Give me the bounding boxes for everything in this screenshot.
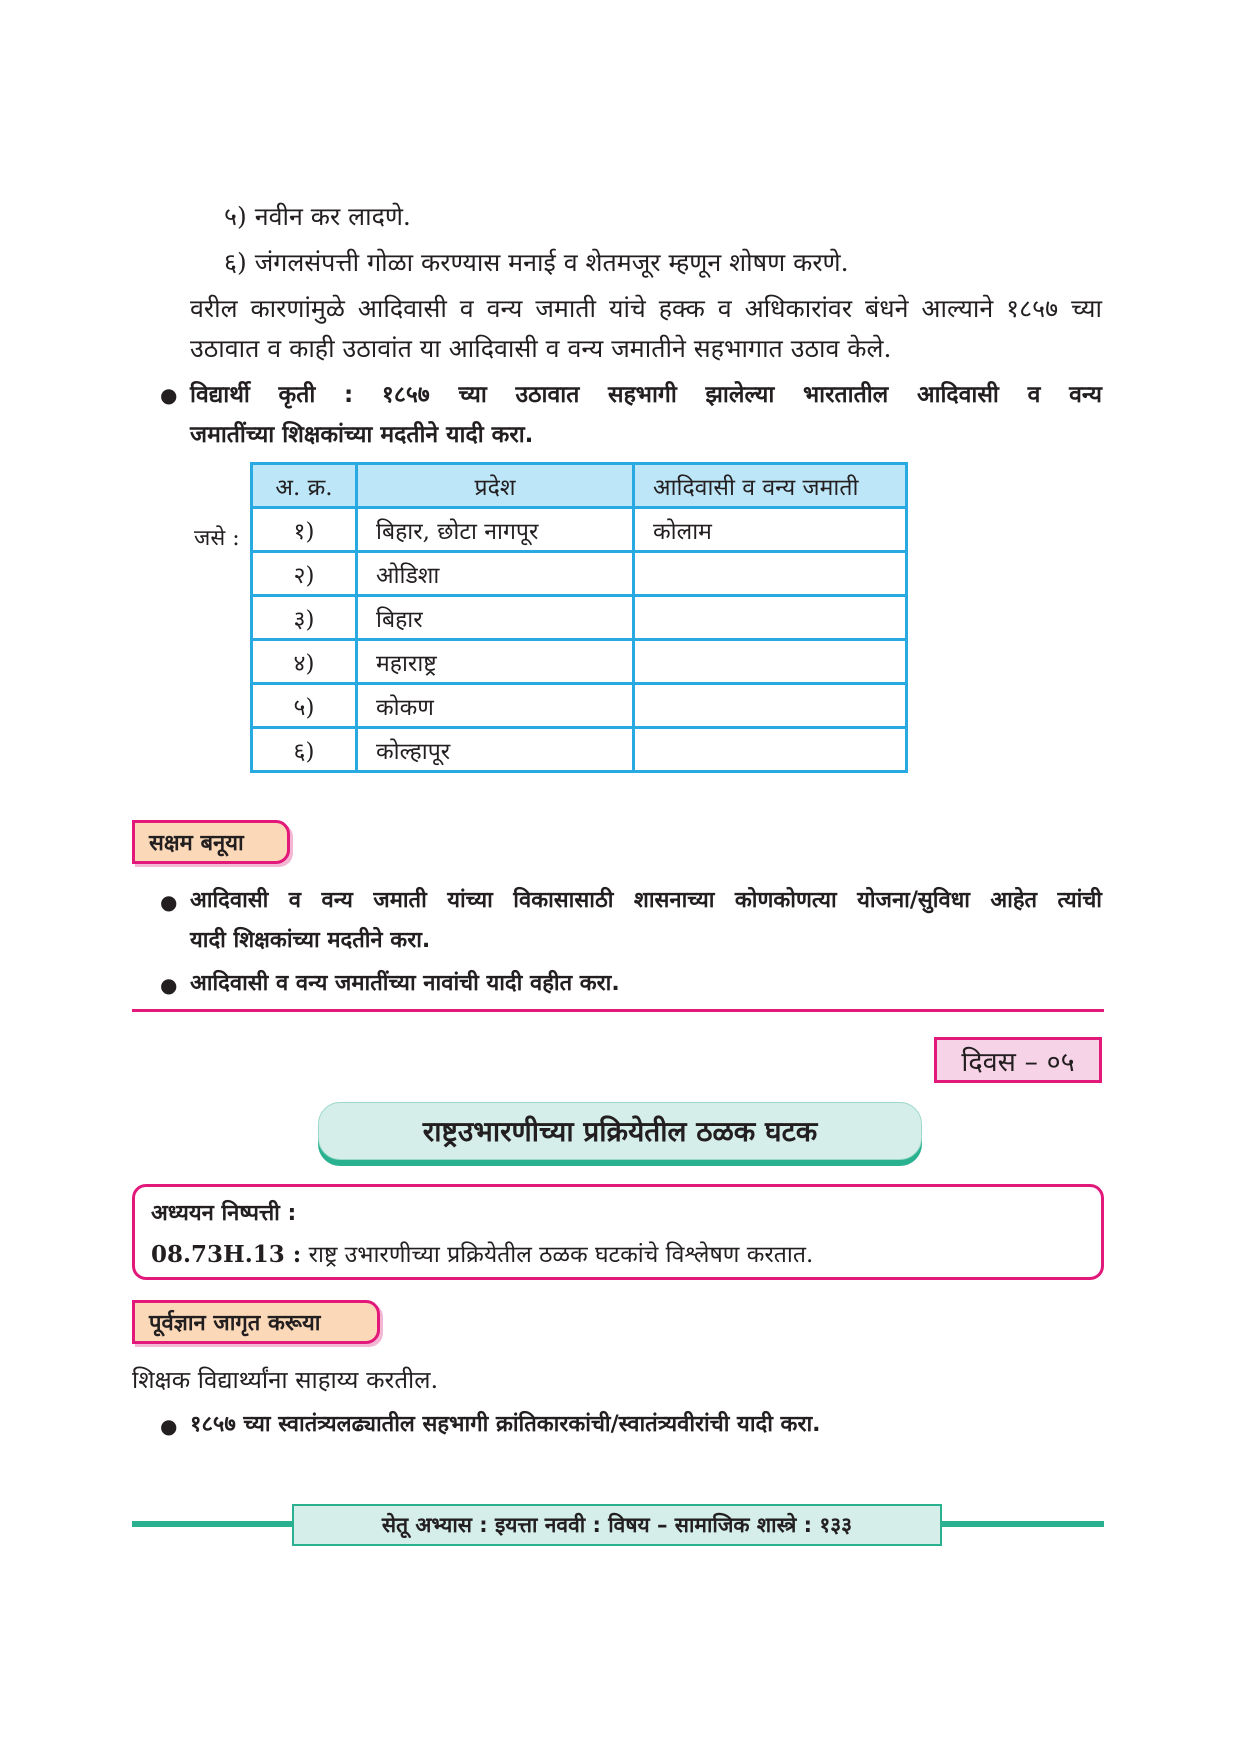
table-row — [252, 552, 907, 596]
activity-text: १८५७ च्या उठावात सहभागी झालेल्या भारतातील आदिवासी व वन्य — [381, 382, 1102, 408]
paragraph-line-2: उठावात व काही उठावांत या आदिवासी व वन्य जमातीने सहभागात उठाव केले. — [190, 334, 892, 363]
bullet-dot: ● — [160, 973, 178, 997]
table-row — [252, 684, 907, 728]
cell-serial: ३) — [252, 596, 357, 640]
outcome-text: राष्ट्र उभारणीच्या प्रक्रियेतील ठळक घटकांचे विश्लेषण करतात. — [308, 1242, 814, 1268]
saksham-bullet-1-line-1: आदिवासी व वन्य जमाती यांच्या विकासासाठी शासनाच्या कोणकोणत्या योजना/सुविधा आहेत त्यांची — [190, 888, 1102, 913]
cell-serial: १) — [252, 508, 357, 552]
paragraph-line-1: वरील कारणांमुळे आदिवासी व वन्य जमाती यांचे हक्क व अधिकारांवर बंधने आल्याने १८५७ च्या — [190, 294, 1102, 323]
header-region: प्रदेश — [357, 464, 634, 508]
cell-serial: ४) — [252, 640, 357, 684]
prior-knowledge-tag: पूर्वज्ञान जागृत करूया — [132, 1300, 380, 1344]
prior-knowledge-intro: शिक्षक विद्यार्थ्यांना साहाय्य करतील. — [132, 1366, 439, 1394]
saksham-bullet-1-line-2: यादी शिक्षकांच्या मदतीने करा. — [190, 928, 431, 953]
chapter-title: राष्ट्रउभारणीच्या प्रक्रियेतील ठळक घटक — [318, 1102, 922, 1160]
table-row — [252, 640, 907, 684]
list-item-5: ५) नवीन कर लादणे. — [224, 202, 411, 231]
saksham-bullet-2: आदिवासी व वन्य जमातींच्या नावांची यादी वहीत करा. — [190, 971, 620, 996]
cell-region: बिहार, छोटा नागपूर — [357, 508, 634, 552]
activity-line-1 — [190, 378, 1102, 412]
cell-tribe — [634, 596, 907, 640]
list-item-6: ६) जंगलसंपत्ती गोळा करण्यास मनाई व शेतमजूर म्हणून शोषण करणे. — [224, 248, 849, 277]
bullet-dot: ● — [160, 890, 178, 914]
cell-region: कोल्हापूर — [357, 728, 634, 772]
prior-knowledge-bullet: १८५७ च्या स्वातंत्र्यलढ्यातील सहभागी क्रांतिकारकांची/स्वातंत्र्यवीरांची यादी करा. — [190, 1412, 821, 1437]
header-serial: अ. क्र. — [252, 464, 357, 508]
footer-label: सेतू अभ्यास : इयत्ता नववी : विषय – सामाजिक शास्त्रे : १३३ — [292, 1504, 942, 1546]
day-label: दिवस – ०५ — [934, 1037, 1102, 1083]
cell-tribe — [634, 640, 907, 684]
example-label: जसे : — [194, 526, 240, 551]
cell-region: ओडिशा — [357, 552, 634, 596]
cell-serial: ६) — [252, 728, 357, 772]
cell-tribe — [634, 728, 907, 772]
table-row — [252, 728, 907, 772]
cell-serial: ५) — [252, 684, 357, 728]
activity-label: विद्यार्थी कृती : — [190, 382, 354, 408]
table-row — [252, 508, 907, 552]
activity-line-2: जमातींच्या शिक्षकांच्या मदतीने यादी करा. — [190, 422, 534, 448]
table-row — [252, 596, 907, 640]
tribes-table — [250, 462, 908, 773]
saksham-tag: सक्षम बनूया — [132, 820, 290, 864]
cell-region: बिहार — [357, 596, 634, 640]
table-header-row — [252, 464, 907, 508]
cell-region: महाराष्ट्र — [357, 640, 634, 684]
outcome-heading: अध्ययन निष्पत्ती : — [151, 1201, 297, 1226]
section-divider — [132, 1009, 1104, 1012]
cell-region: कोकण — [357, 684, 634, 728]
cell-tribe — [634, 684, 907, 728]
outcome-line — [151, 1237, 813, 1269]
cell-serial: २) — [252, 552, 357, 596]
cell-tribe — [634, 552, 907, 596]
bullet-dot: ● — [160, 383, 178, 407]
header-tribe: आदिवासी व वन्य जमाती — [634, 464, 907, 508]
cell-tribe: कोलाम — [634, 508, 907, 552]
outcome-code: 08.73H.13 : — [151, 1241, 302, 1268]
learning-outcome-box — [132, 1184, 1104, 1280]
bullet-dot: ● — [160, 1414, 178, 1438]
